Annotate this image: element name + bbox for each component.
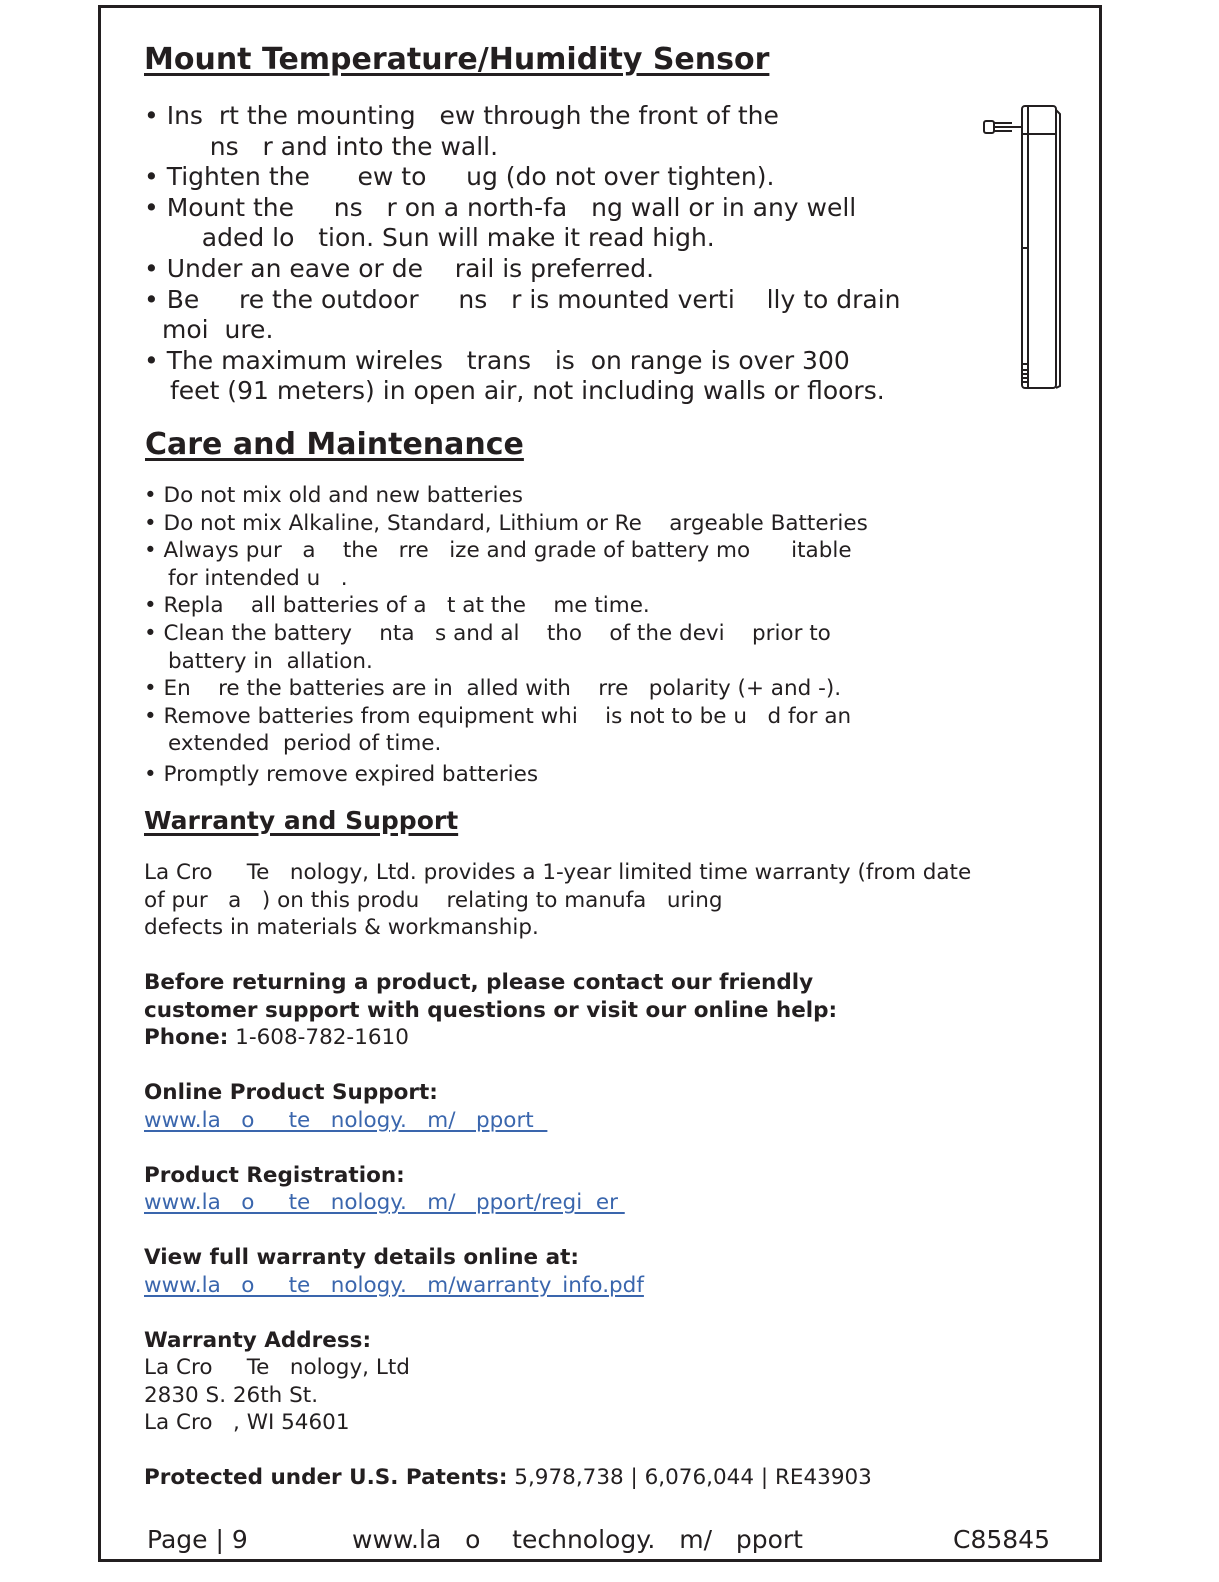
model-number: C85845 xyxy=(953,1525,1050,1554)
mount-heading: Mount Temperature/Humidity Sensor xyxy=(144,42,770,77)
patents-numbers: 5,978,738 | 6,076,044 | RE43903 xyxy=(507,1465,872,1490)
warranty-address-label: Warranty Address: xyxy=(144,1327,372,1353)
care-bullet-continuation: extended period of time. xyxy=(168,731,442,757)
care-bullet: • Promptly remove expired batteries xyxy=(144,761,539,787)
care-bullet: • Do not mix old and new batteries xyxy=(144,483,523,508)
patents-label: Protected under U.S. Patents: xyxy=(144,1465,508,1490)
online-support-label: Online Product Support: xyxy=(144,1080,438,1105)
mount-bullet: • Under an eave or de rail is preferred. xyxy=(144,253,655,283)
online-support-link[interactable]: www.la o te nology. m/ pport xyxy=(144,1107,548,1133)
care-bullet: • Do not mix Alkaline, Standard, Lithium or Re argeable Batteries xyxy=(144,510,868,536)
care-bullet-list xyxy=(144,482,868,789)
contact-intro-line: customer support with questions or visit our online help: xyxy=(144,997,838,1023)
page-number: Page | 9 xyxy=(147,1525,248,1554)
contact-intro-line: Before returning a product, please contact our friendly xyxy=(144,970,814,995)
care-bullet: • Repla all batteries of a t at the me time. xyxy=(144,593,650,619)
footer-url: www.la o technology. m/ pport xyxy=(352,1525,803,1554)
mount-bullet-continuation: aded lo tion. Sun will make it read high. xyxy=(170,223,715,253)
mount-bullet: • Ins rt the mounting ew through the front of the xyxy=(144,101,779,130)
address-line: La Cro Te nology, Ltd xyxy=(144,1355,410,1380)
warranty-heading: Warranty and Support xyxy=(144,806,459,835)
address-line: 2830 S. 26th St. xyxy=(144,1382,319,1408)
warranty-paragraph xyxy=(144,859,971,942)
address-line: La Cro , WI 54601 xyxy=(144,1410,350,1435)
mount-bullet-continuation: moi ure. xyxy=(162,315,274,345)
full-warranty-link[interactable]: www.la o te nology. m/warranty_info.pdf xyxy=(144,1272,644,1298)
care-bullet: • En re the batteries are in alled with rre polarity (+ and -). xyxy=(144,676,842,702)
mount-bullet: • Be re the outdoor ns r is mounted verti lly to drain xyxy=(144,284,901,314)
mount-bullet-list xyxy=(144,101,901,407)
care-bullet-continuation: battery in allation. xyxy=(168,648,373,674)
care-bullet: • Always pur a the rre ize and grade of battery mo itable xyxy=(144,538,852,564)
registration-label: Product Registration: xyxy=(144,1162,405,1188)
care-heading: Care and Maintenance xyxy=(145,427,524,462)
registration-link[interactable]: www.la o te nology. m/ pport/regi er xyxy=(144,1190,625,1215)
mount-bullet: • Tighten the ew to ug (do not over tighten). xyxy=(144,162,775,192)
warranty-line: defects in materials & workmanship. xyxy=(144,915,539,940)
warranty-line: of pur a ) on this produ relating to manufa uring xyxy=(144,887,723,913)
sensor-illustration xyxy=(978,100,1064,392)
care-bullet: • Clean the battery nta s and al tho of the devi prior to xyxy=(144,620,831,646)
warranty-line: La Cro Te nology, Ltd. provides a 1-year limited time warranty (from date xyxy=(144,860,972,885)
phone-label: Phone: xyxy=(144,1025,229,1050)
care-bullet-continuation: for intended u . xyxy=(168,565,348,591)
mount-bullet: • The maximum wireles trans is on range is over 300 xyxy=(144,345,850,375)
patents-line xyxy=(144,1464,872,1492)
full-warranty-label: View full warranty details online at: xyxy=(144,1245,579,1270)
mount-bullet: • Mount the ns r on a north-fa ng wall or in any well xyxy=(144,192,857,222)
mount-bullet-continuation: feet (91 meters) in open air, not including walls or floors. xyxy=(170,376,885,406)
phone-line xyxy=(144,1024,872,1052)
care-bullet: • Remove batteries from equipment whi is not to be u d for an xyxy=(144,703,852,729)
support-contact-block xyxy=(144,969,872,1492)
phone-number: 1-608-782-1610 xyxy=(228,1025,409,1050)
mount-bullet-continuation: ns r and into the wall. xyxy=(170,131,499,161)
